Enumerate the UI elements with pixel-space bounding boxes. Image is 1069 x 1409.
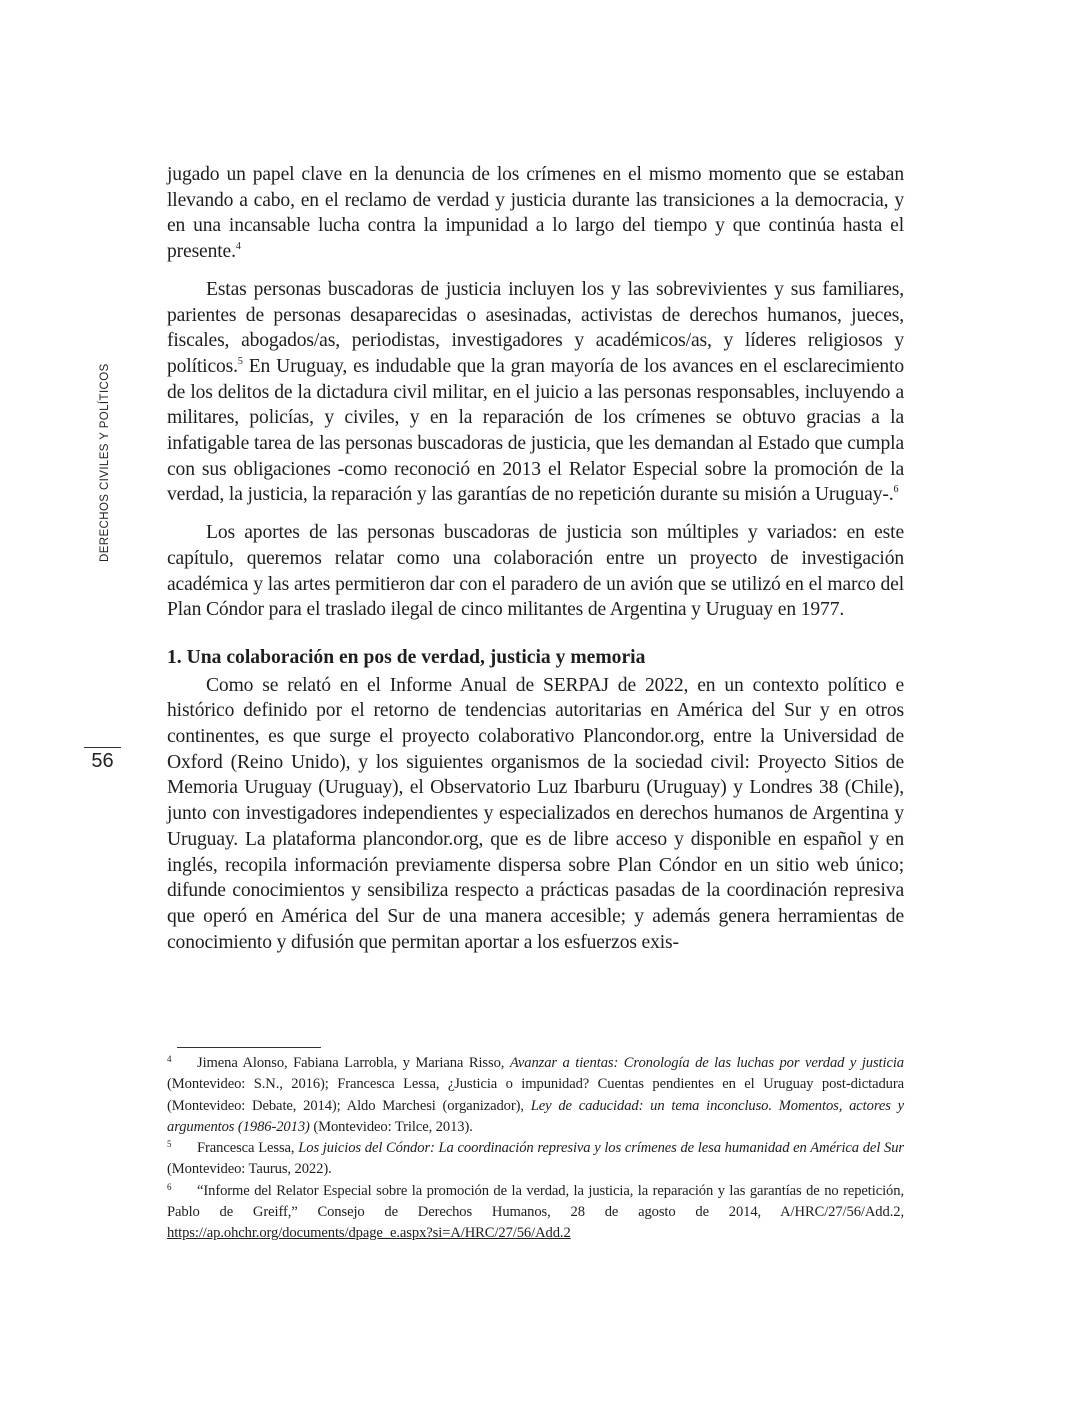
- running-section-label: DERECHOS CIVILES Y POLÍTICOS: [99, 363, 111, 562]
- footnote-6: 6 “Informe del Relator Especial sobre la promoción de la verdad, la justicia, la reparación y las garantías de no repetición, Pablo de Greiff,” Consejo de Derechos Humanos, 28 de agosto de 2014, A/HRC/27/56/Add.2, https://ap.ohchr.org/documents/dpage_e.aspx?si=A/HRC/27/56/Add.2: [167, 1181, 904, 1242]
- footnote-5-title-1: Los juicios del Cóndor: La coordinación represiva y los crímenes de lesa humanidad en América del Sur: [298, 1140, 904, 1157]
- footnote-4-title-2: Ley de caducidad: un tema inconcluso. Momentos, actores y argumentos (1986-2013): [167, 1097, 904, 1135]
- footnote-4-text-2: (Montevideo: S.N., 2016); Francesca Lessa, ¿Justicia o impunidad? Cuentas pendientes en el Uruguay post-dictadura (Montevideo: Debate, 2014); Aldo Marchesi (organizador),: [167, 1076, 904, 1114]
- paragraph-1-text: jugado un papel clave en la denuncia de los crímenes en el mismo momento que se estaban llevando a cabo, en el reclamo de verdad y justicia durante las transiciones a la democracia, y en una incansable lucha contra la impunidad a lo largo del tiempo y que continúa hasta el presente.: [167, 164, 904, 263]
- footnote-6-text-1: “Informe del Relator Especial sobre la promoción de la verdad, la justicia, la reparación y las garantías de no repetición, Pablo de Greiff,” Consejo de Derechos Humanos, 28 de agosto de 2014, A/HRC/27/56/Add.2,: [167, 1182, 904, 1221]
- footnote-ref-4[interactable]: 4: [235, 241, 241, 253]
- paragraph-3-text: Los aportes de las personas buscadoras de justicia son múltiples y variados: en este capítulo, queremos relatar como una colaboración entre un proyecto de investigación académica y las artes permitieron dar con el paradero de un avión que se utilizó en el marco del Plan Cóndor para el traslado ilegal de cinco militantes de Argentina y Uruguay en 1977.: [167, 522, 904, 621]
- footnote-6-link[interactable]: https://ap.ohchr.org/documents/dpage_e.aspx?si=A/HRC/27/56/Add.2: [167, 1225, 571, 1242]
- footnote-5-text-2: (Montevideo: Taurus, 2022).: [167, 1161, 332, 1178]
- body-text: [167, 162, 904, 955]
- footnote-5: 5 Francesca Lessa, Los juicios del Cóndor: La coordinación represiva y los crímenes de lesa humanidad en América del Sur (Montevideo: Taurus, 2022).: [167, 1139, 904, 1178]
- footnote-ref-5[interactable]: 5: [237, 355, 243, 367]
- paragraph-2: [167, 277, 904, 508]
- footnote-4-title-1: Avanzar a tientas: Cronología de las luchas por verdad y justicia: [509, 1055, 904, 1071]
- paragraph-1: [167, 162, 904, 265]
- section-heading: 1. Una colaboración en pos de verdad, justicia y memoria: [167, 646, 646, 668]
- paragraph-2-text-b: En Uruguay, es indudable que la gran mayoría de los avances en el esclarecimiento de los delitos de la dictadura civil militar, en el juicio a las personas responsables, incluyendo a militares, policías, y civiles, y en la reparación de los crímenes se obtuvo gracias a la infatigable tarea de las personas buscadoras de justicia, que les demandan al Estado que cumpla con sus obligaciones -como reconoció en 2013 el Relator Especial sobre la promoción de la verdad, la justicia, la reparación y las garantías de no repetición durante su misión a Uruguay-.: [167, 355, 904, 506]
- footnote-ref-6[interactable]: 6: [893, 484, 899, 496]
- paragraph-4: [167, 673, 904, 956]
- footnote-4-text-1: Jimena Alonso, Fabiana Larrobla, y Mariana Risso,: [197, 1055, 510, 1071]
- footnotes: [167, 1053, 904, 1245]
- footnote-separator: [177, 1047, 321, 1048]
- footnote-4-text-3: (Montevideo: Trilce, 2013).: [309, 1118, 473, 1135]
- paragraph-3: [167, 520, 904, 623]
- paragraph-2-text-a: Estas personas buscadoras de justicia incluyen los y las sobrevivientes y sus familiares, parientes de personas desaparecidas o asesinadas, activistas de derechos humanos, jueces, fiscales, abogados/as, periodistas, investigadores y académicos/as, y líderes religiosos y políticos.: [167, 278, 904, 377]
- page-number-rule: [84, 747, 121, 748]
- footnote-5-text-1: Francesca Lessa,: [197, 1140, 299, 1157]
- footnote-4: 4 Jimena Alonso, Fabiana Larrobla, y Mariana Risso, Avanzar a tientas: Cronología de las luchas por verdad y justicia (Montevideo: S.N., 2016); Francesca Lessa, ¿Justicia o impunidad? Cuentas pendientes en el Uruguay post-dictadura (Montevideo: Debate, 2014); Aldo Marchesi (organizador), Ley de caducidad: un tema inconcluso. Momentos, actores y argumentos (1986-2013) (Montevideo: Trilce, 2013).: [167, 1054, 904, 1135]
- paragraph-4-text: Como se relató en el Informe Anual de SERPAJ de 2022, en un contexto político e histórico definido por el retorno de tendencias autoritarias en América del Sur y en otros continentes, es que surge el proyecto colaborativo Plancondor.org, entre la Universidad de Oxford (Reino Unido), y los siguientes organismos de la sociedad civil: Proyecto Sitios de Memoria Uruguay (Uruguay), el Observatorio Luz Ibarburu (Uruguay) y Londres 38 (Chile), junto con investigadores independientes y especializados en derechos humanos de Argentina y Uruguay. La plataforma plancondor.org, que es de libre acceso y disponible en español y en inglés, recopila información previamente dispersa sobre Plan Cóndor en un sitio web único; difunde conocimientos y sensibiliza respecto a prácticas pasadas de la coordinación represiva que operó en América del Sur de una manera accesible; y además genera herramientas de conocimiento y difusión que permitan aportar a los esfuerzos exis-: [167, 674, 904, 953]
- page-number: 56: [91, 750, 114, 772]
